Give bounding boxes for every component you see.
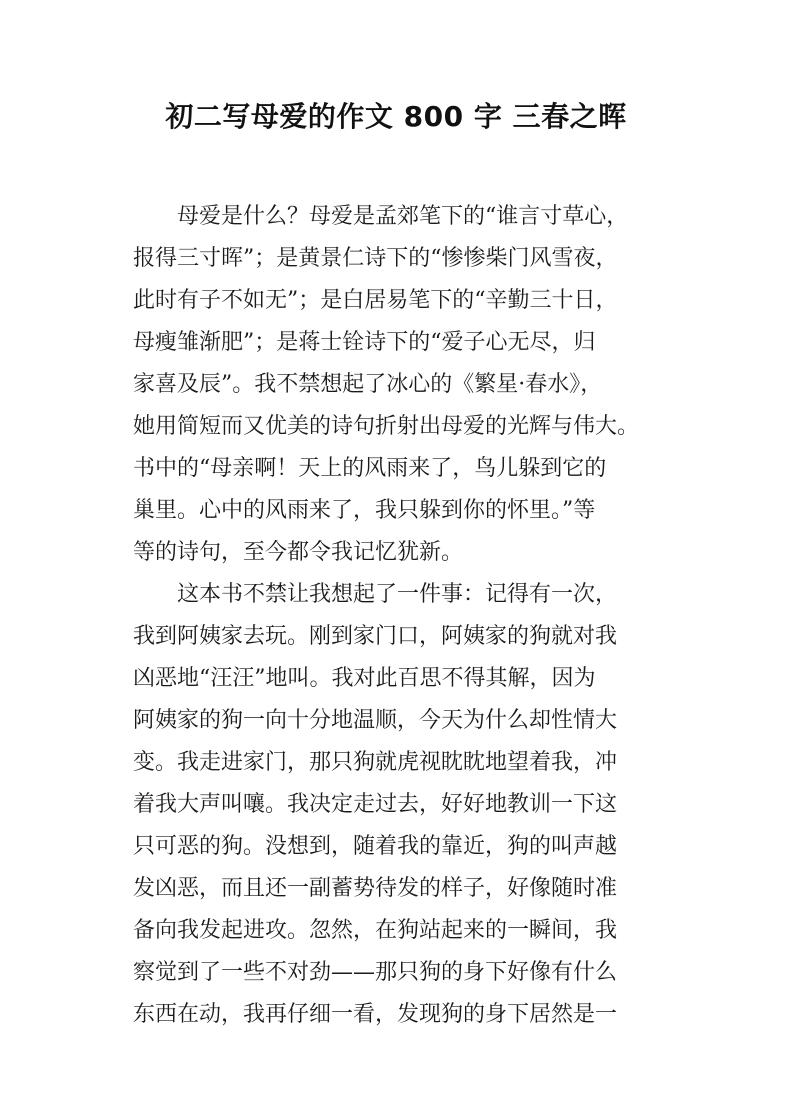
text-line: 变。我走进家门，那只狗就虎视眈眈地望着我，冲 bbox=[133, 750, 618, 775]
text-line: 母爱是什么？母爱是孟郊笔下的“谁言寸草心， bbox=[177, 204, 629, 229]
text-line: 阿姨家的狗一向十分地温顺，今天为什么却性情大 bbox=[133, 708, 618, 733]
text-line: 备向我发起进攻。忽然，在狗站起来的一瞬间，我 bbox=[133, 918, 618, 943]
paragraph bbox=[133, 574, 673, 1036]
text-line: 这本书不禁让我想起了一件事：记得有一次， bbox=[177, 582, 618, 607]
text-line: 家喜及辰”。我不禁想起了冰心的《繁星·春水》， bbox=[133, 372, 603, 397]
text-line: 她用简短而又优美的诗句折射出母爱的光辉与伟大。 bbox=[133, 414, 640, 439]
text-line: 着我大声叫嚷。我决定走过去，好好地教训一下这 bbox=[133, 792, 618, 817]
document-body bbox=[133, 196, 673, 1036]
document-title: 初二写母爱的作文 800 字 三春之晖 bbox=[165, 100, 627, 133]
text-line: 我到阿姨家去玩。刚到家门口，阿姨家的狗就对我 bbox=[133, 624, 618, 649]
text-line: 凶恶地“汪汪”地叫。我对此百思不得其解，因为 bbox=[133, 666, 596, 691]
text-line: 书中的“母亲啊！天上的风雨来了，鸟儿躲到它的 bbox=[133, 456, 607, 481]
text-line: 只可恶的狗。没想到，随着我的靠近，狗的叫声越 bbox=[133, 834, 618, 859]
text-line: 巢里。心中的风雨来了，我只躲到你的怀里。”等 bbox=[133, 498, 596, 523]
text-line: 发凶恶，而且还一副蓄势待发的样子，好像随时准 bbox=[133, 876, 618, 901]
text-line: 报得三寸晖”；是黄景仁诗下的“惨惨柴门风雪夜， bbox=[133, 246, 618, 271]
text-line: 东西在动，我再仔细一看，发现狗的身下居然是一 bbox=[133, 1002, 618, 1027]
text-line: 此时有子不如无”；是白居易笔下的“辛勤三十日， bbox=[133, 288, 618, 313]
paragraph bbox=[133, 196, 673, 574]
text-line: 等的诗句，至今都令我记忆犹新。 bbox=[133, 540, 464, 565]
text-line: 察觉到了一些不对劲——那只狗的身下好像有什么 bbox=[133, 960, 618, 985]
text-line: 母瘦雏渐肥”；是蒋士铨诗下的“爱子心无尽，归 bbox=[133, 330, 596, 355]
